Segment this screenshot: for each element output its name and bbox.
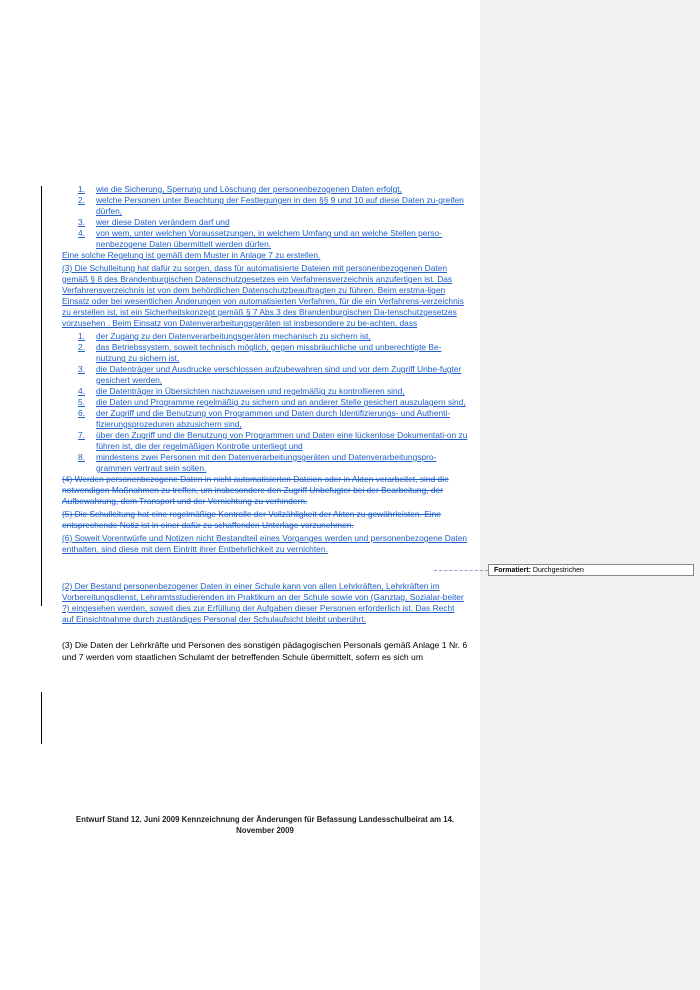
numbered-list-b [62,331,468,474]
list-item-number: 2. [78,195,85,205]
paragraph-2: (2) Der Bestand personenbezogener Daten in einer Schule kann von allen Lehrkräften, Lehrkräften im Vorbereitungsdienst, Lehramtsstudierenden im Praktikum an der Schule sowie von (Ganztag, Sozialar-beiter ?) eingesehen werden, soweit dies zur Erfüllung der Aufgaben dieser Personen erforderlich ist. Das Recht auf Einsichtnahme durch zuständiges Personal der Schulaufsicht bleibt unberührt. [62,581,464,624]
list-item [78,342,468,364]
list-item-number: 3. [78,217,85,227]
list-item-text: mindestens zwei Personen mit den Datenverarbeitungsgeräten und Datenverarbeitungspro-grammen vertraut sein sollen. [96,452,437,473]
list-item-number: 8. [78,452,85,462]
comment-label: Formatiert: [494,567,531,574]
paragraph-6: (6) Soweit Vorentwürfe und Notizen nicht Bestandteil eines Vorganges werden und personenbezogene Daten enthalten, sind diese mit dem Eintritt ihrer Entbehrlichkeit zu vernichten. [62,533,468,554]
list-item-text: die Daten und Programme regelmäßig zu sichern und an anderer Stelle gesichert auszulagern sind, [96,397,466,407]
list-item-text: der Zugriff und die Benutzung von Programmen und Daten durch Identifizierungs- und Authenti-fizierungsprozeduren abzusichern sind, [96,408,451,429]
paragraph-3: (3) Die Schulleitung hat dafür zu sorgen, dass für automatisierte Dateien mit personenbezogenen Daten gemäß § 8 des Brandenburgischen Datenschutzgesetzes ein Verfahrensverzeichnis anzufertigen ist. Das Verfahrensverzeichnis ist von dem behördlichen Datenschutzbeauftragten zu führen. Beim erstma-ligen Einsatz oder bei wesentlichen Änderungen von automatisierten Verfahren, für die ein Verfahrens-verzeichnis zu erstellen ist, ist ein Sicherheitskonzept gemäß § 7 Abs.3 des Brandenburgischen Da-tenschutzgesetzes vorzusehen . Beim Einsatz von Datenverarbeitungsgeräten ist insbesondere zu be-achten, dass [62,263,464,328]
list-item-text: wer diese Daten verändern darf und [96,217,230,227]
list-item-number: 4. [78,386,85,396]
list-item-number: 2. [78,342,85,352]
list-item-text: der Zugang zu den Datenverarbeitungsgeräten mechanisch zu sichern ist, [96,331,371,341]
change-bar [41,692,42,744]
comment-value: Durchgestrichen [532,567,584,574]
list-item-text: welche Personen unter Beachtung der Festlegungen in den §§ 9 und 10 auf diese Daten zu-greifen dürfen, [96,195,464,216]
list-item-text: von wem, unter welchen Voraussetzungen, in welchem Umfang und an welche Stellen perso-nenbezogene Daten übermittelt werden dürfen. [96,228,442,249]
format-comment-balloon[interactable] [488,564,694,576]
list-item-number: 1. [78,184,85,194]
list-item [78,408,468,430]
list-item-number: 4. [78,228,85,238]
list-item-number: 5. [78,397,85,407]
list-item-text: wie die Sicherung, Sperrung und Löschung der personenbezogenen Daten erfolgt, [96,184,402,194]
list-item-number: 3. [78,364,85,374]
list-item-number: 6. [78,408,85,418]
spacer [62,557,468,581]
list-item [78,195,468,217]
list-item [78,228,468,250]
list-item [78,452,468,474]
list-item-number: 7. [78,430,85,440]
list-item-text: das Betriebssystem, soweit technisch möglich, gegen missbräuchliche und unberechtigte Be-nutzung zu sichern ist, [96,342,442,363]
list-item [78,331,468,342]
list-item [78,386,468,397]
paragraph-3-lehrkraefte: (3) Die Daten der Lehrkräfte und Personen des sonstigen pädagogischen Personals gemäß Anlage 1 Nr. 6 und 7 werden vom staatlichen Schulamt der betreffenden Schule übermittelt, sofern es sich um [62,640,468,662]
list-item [78,430,468,452]
comment-margin-panel [480,0,700,990]
page-footer: Entwurf Stand 12. Juni 2009 Kennzeichnung der Änderungen für Befassung Landesschulbeirat am 14. November 2009 [75,815,455,835]
list-item-text: über den Zugriff und die Benutzung von Programmen und Daten eine lückenlose Dokumentati-on zu führen ist, die der regelmäßigen Kontrolle unterliegt und [96,430,468,451]
list-item-text: die Datenträger in Übersichten nachzuweisen und regelmäßig zu kontrollieren sind, [96,386,405,396]
list-item [78,184,468,195]
regelung-text: Eine solche Regelung ist gemäß dem Muster in Anlage 7 zu erstellen. [62,250,321,260]
change-bar [41,186,42,606]
document-body [62,184,468,665]
list-item [78,397,468,408]
paragraph-5-deleted: (5) Die Schulleitung hat eine regelmäßige Kontrolle der Vollzähligkeit der Akten zu gewährleisten. Eine entsprechende Notiz ist in einer dafür zu schaffenden Unterlage vorzunehmen. [62,509,441,530]
paragraph-4-deleted: (4) Werden personenbezogene Daten in nicht automatisierten Dateien oder in Akten verarbeitet, sind die notwendigen Maßnahmen zu treffen, um insbesondere den Zugriff Unbefugter bei der Bearbeitung, der Aufbewahrung, dem Transport und der Vernichtung zu verhindern. [62,474,449,506]
list-item [78,364,468,386]
list-item [78,217,468,228]
list-item-text: die Datenträger und Ausdrucke verschlossen aufzubewahren sind und vor dem Zugriff Unbe-fugter gesichert werden, [96,364,462,385]
list-item-number: 1. [78,331,85,341]
numbered-list-a [62,184,468,250]
